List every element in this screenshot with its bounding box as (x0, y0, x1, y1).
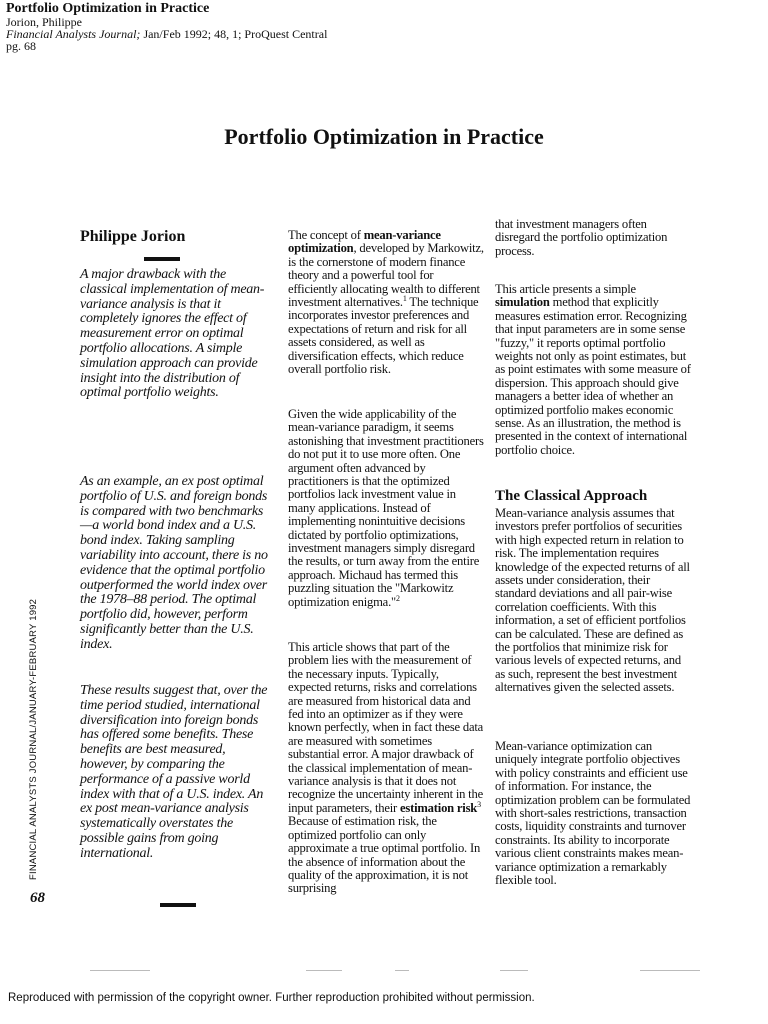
source-citation (6, 28, 327, 40)
scan-line (395, 970, 409, 971)
source-author: Jorion, Philippe (6, 15, 83, 29)
section-heading: The Classical Approach (495, 488, 648, 504)
abstract-2 (80, 475, 274, 653)
source-issue: Jan/Feb 1992; 48, 1; ProQuest Central (140, 27, 328, 41)
scan-line (306, 970, 342, 971)
body-column-2 (288, 229, 484, 376)
body-column-3b (495, 283, 691, 457)
term-simulation: simulation (495, 295, 550, 310)
footnote-ref-2: 2 (395, 593, 400, 603)
abstract-3 (80, 684, 274, 862)
article-author: Philippe Jorion (80, 228, 186, 245)
col2-paragraph-2: Given the wide applicability of the mean-variance paradigm, it seems astonishing that investment practitioners do not put it to use more often. One argument often advanced by practitioners is that the optimized portfolios lack investment value in many applications. Instead of implementing nonintuitive decisions dictated by portfolio optimizations, investment managers simply disregard the results, or turn away from the entire approach. Michaud has termed this puzzling situation the "Markowitz optimization enigma."$^2$ (288, 407, 484, 609)
scan-line (500, 970, 528, 971)
author-rule (144, 257, 180, 261)
copyright-footer: Reproduced with permission of the copyright owner. Further reproduction prohibited without permission. (8, 992, 535, 1004)
body-column-3d (495, 740, 691, 887)
abstract-paragraph-3: These results suggest that, over the time period studied, international diversification into foreign bonds has offered some benefits. These benefits are best measured, however, by comparing the performance of a passive world index with that of a U.S. index. An ex post mean-variance analysis systematically overstates the possible gains from going international. (80, 683, 268, 861)
col2-paragraph-1: The concept of mean-variance optimization, developed by Markowitz, is the cornerstone of modern finance theory and a powerful tool for efficiently allocating wealth to different investment alternatives.$^1$ The technique incorporates investor preferences and expectations of return and risk for all assets considered, as well as diversification effects, which reduce overall portfolio risk. (288, 228, 484, 377)
col2-paragraph-3: This article shows that part of the problem lies with the measurement of the necessary inputs. Typically, expected returns, risks and correlations are measured from historical data and fed into an optimizer as if they were known perfectly, when in fact these data are measured with sometimes substantial error. A major drawback of the classical implementation of mean-variance analysis is that it does not recognize the uncertainty inherent in the input parameters, their estimation risk$^3$ Because of estimation risk, the optimized portfolio can only approximate a true optimal portfolio. In the absence of information about the quality of the approximation, it is not surprising (288, 640, 484, 896)
source-page: pg. 68 (6, 39, 36, 53)
source-header (6, 2, 327, 52)
col3-paragraph-2: This article presents a simple simulation method that explicitly measures estimation error. Recognizing that input parameters are in some sense "fuzzy," it reports optimal portfolio weights not only as point estimates, but as point estimates with some measure of dispersion. This approach should give managers a better idea of whether an optimized portfolio makes economic sense. As an illustration, the method is presented in the context of international portfolio choice. (495, 282, 691, 457)
term-estimation-risk: estimation risk (400, 800, 478, 815)
abstract-end-rule (160, 903, 196, 907)
footnote-ref-1: 1 (402, 293, 407, 303)
body-column-3c (495, 488, 691, 695)
source-title: Portfolio Optimization in Practice (6, 1, 210, 16)
col3-paragraph-4: Mean-variance optimization can uniquely integrate portfolio objectives with policy constraints and efficient use of information. For instance, the optimization problem can be formulated with short-sales restrictions, transaction costs, liquidity constraints and turnover constraints. Its ability to incorporate various client constraints makes mean-variance optimization a remarkably flexible tool. (495, 739, 691, 888)
body-column-2c (288, 641, 484, 896)
abstract-paragraph-1: A major drawback with the classical implementation of mean-variance analysis is that it completely ignores the effect of measurement error on optimal portfolio allocations. A simple simulation approach can provide insight into the distribution of optimal portfolio weights. (80, 267, 265, 401)
source-journal: Financial Analysts Journal; (6, 27, 141, 41)
footnote-ref-3: 3 (477, 799, 481, 809)
body-column-2b (288, 408, 484, 609)
col3-paragraph-1: that investment managers often disregard the portfolio optimization process. (495, 217, 668, 258)
term-mean-variance-optimization: mean-variance optimization (288, 228, 441, 256)
col3-paragraph-3: Mean-variance analysis assumes that investors prefer portfolios of securities with high expected return in relation to risk. The implementation requires knowledge of the expected returns of all assets under consideration, their standard deviations and all pair-wise correlation coefficients. With this information, a set of efficient portfolios can be calculated. These are defined as the portfolios that minimize risk for various levels of expected returns, and as such, represent the best investment alternatives given the selected assets. (495, 506, 690, 695)
abstract-paragraph-2: As an example, an ex post optimal portfolio of U.S. and foreign bonds is compared with two benchmarks—a world bond index and a U.S. bond index. Taking sampling variability into account, there is no evidence that the optimal portfolio outperformed the world index over the 1978–88 period. The optimal portfolio did, however, perform significantly better than the U.S. index. (80, 474, 268, 652)
abstract (80, 268, 274, 401)
scan-line (90, 970, 150, 971)
page-number: 68 (30, 890, 45, 906)
article-title: Portfolio Optimization in Practice (224, 124, 544, 149)
journal-sidebar: FINANCIAL ANALYSTS JOURNAL/JANUARY-FEBRUARY 1992 (28, 598, 39, 880)
scan-line (640, 970, 700, 971)
body-column-3 (495, 218, 691, 258)
